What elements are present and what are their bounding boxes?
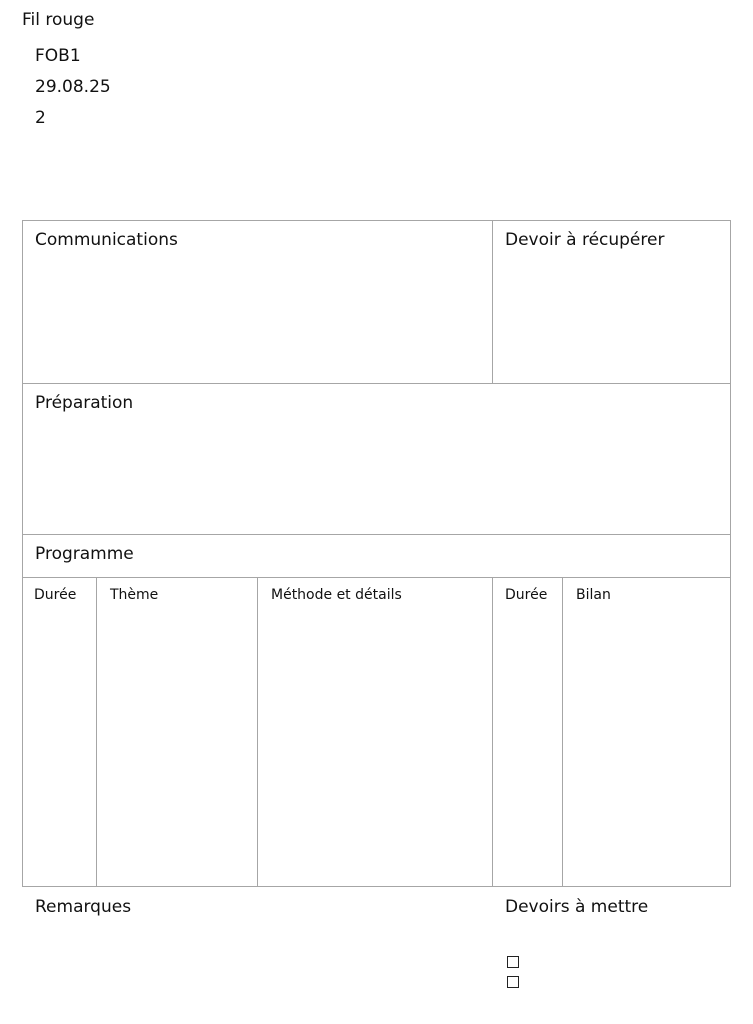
class-code: FOB1 [35, 46, 81, 66]
divider-col-1 [96, 577, 97, 887]
column-bilan: Bilan [576, 587, 611, 603]
lesson-date: 29.08.25 [35, 77, 111, 97]
divider-col-3 [492, 577, 493, 887]
homework-checkbox-1[interactable] [507, 956, 519, 968]
divider-communications [492, 220, 493, 384]
divider-row-2 [22, 534, 731, 535]
section-devoir-recuperer: Devoir à récupérer [505, 230, 665, 250]
lesson-number: 2 [35, 108, 46, 128]
divider-col-4 [562, 577, 563, 887]
section-programme: Programme [35, 544, 134, 564]
section-preparation: Préparation [35, 393, 134, 413]
homework-checkbox-2[interactable] [507, 976, 519, 988]
document-title: Fil rouge [22, 10, 95, 30]
column-theme: Thème [110, 587, 159, 603]
column-duree-2: Durée [505, 587, 548, 603]
divider-col-2 [257, 577, 258, 887]
column-methode: Méthode et détails [271, 587, 402, 603]
section-communications: Communications [35, 230, 178, 250]
divider-row-3 [22, 577, 731, 578]
divider-row-1 [22, 383, 731, 384]
column-duree-1: Durée [34, 587, 77, 603]
section-remarques: Remarques [35, 897, 132, 917]
section-devoirs-mettre: Devoirs à mettre [505, 897, 649, 917]
